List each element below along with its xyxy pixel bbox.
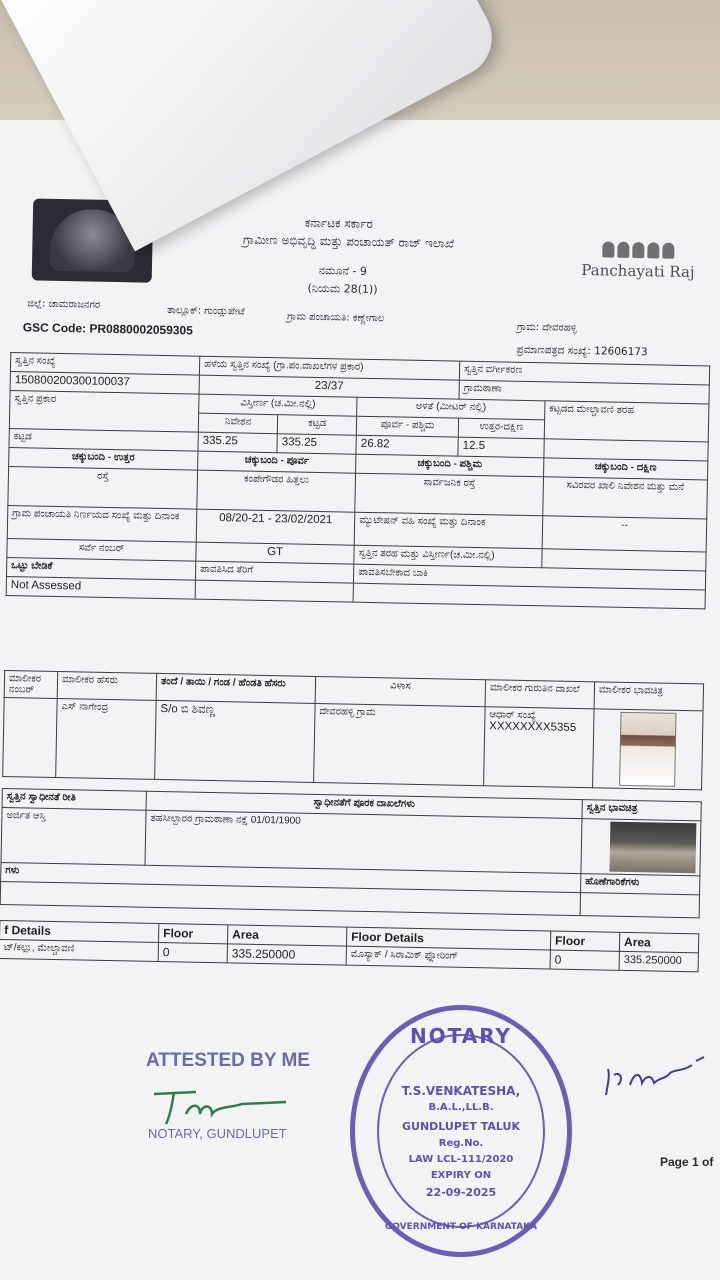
seal-name: T.S.VENKATESHA, bbox=[401, 1084, 521, 1098]
owner-number bbox=[3, 697, 58, 777]
header-govt: ಕರ್ನಾಟಕ ಸರ್ಕಾರ bbox=[304, 215, 374, 231]
old-no-label: ಹಳೆಯ ಸ್ವತ್ತಿನ ಸಂಖ್ಯೆ (ಗ್ರಾ.ಪಂ.ದಾಖಲೆಗಳ ಪ್ರಕಾರ) bbox=[199, 356, 459, 380]
liabilities-label: ಹೊಣೆಗಾರಿಕೆಗಳು bbox=[581, 874, 700, 895]
rule-number: (ನಿಯಮ 28(1)) bbox=[307, 281, 378, 297]
area-label: ವಿಸ್ತೀರ್ಣ (ಚ.ಮೀ.ನಲ್ಲಿ) bbox=[199, 394, 358, 416]
west-label: ಚಕ್ಕುಬಂದಿ - ಪಶ್ಚಿಮ bbox=[356, 454, 544, 477]
owner-signature bbox=[600, 1055, 710, 1100]
certificate-number: ಪ್ರಮಾಣಪತ್ರದ ಸಂಖ್ಯೆ: 12606173 bbox=[516, 343, 648, 359]
east-boundary: ಕಂಪೇಗೌಡರ ಹಿತ್ತಲು bbox=[197, 470, 356, 512]
asset-area-label: ಸ್ವತ್ತಿನ ತರಹ ಮತ್ತು ವಿಸ್ತೀರ್ಣ(ಚ.ಮೀ.ನಲ್ಲಿ) bbox=[354, 545, 542, 568]
seal-reg: Reg.No. bbox=[438, 1138, 484, 1149]
header-department: ಗ್ರಾಮೀಣ ಅಭಿವೃದ್ಧಿ ಮತ್ತು ಪಂಚಾಯತ್ ರಾಜ್ ಇಲಾಖೆ bbox=[242, 232, 455, 251]
floor-details-label-left: f Details bbox=[0, 920, 159, 942]
measure-label: ಅಳತೆ (ಮೀಟರ್ ನಲ್ಲಿ) bbox=[357, 397, 545, 420]
total-demand: Not Assessed bbox=[6, 577, 195, 600]
acquisition-mode: ಅರ್ಜಿತ ಆಸ್ತಿ bbox=[1, 807, 146, 865]
demand-label: ಒಟ್ಟು ಬೇಡಿಕೆ bbox=[7, 558, 196, 581]
owner-id-type: ಆಧಾರ್ ಸಂಖ್ಯೆ bbox=[489, 709, 537, 722]
notary-signature bbox=[146, 1080, 296, 1130]
seal-law: LAW LCL-111/2020 bbox=[408, 1154, 514, 1165]
floor-right: 0 bbox=[550, 950, 619, 970]
floor-detail-right: ಮೊಸ್ಯಾಕ್ / ಸಿರಾಮಿಕ್ ಫ್ಲೋರಿಂಗ್ bbox=[346, 946, 550, 969]
asset-no: 150800200300100037 bbox=[10, 372, 199, 395]
seal-expiry: EXPIRY ON bbox=[430, 1170, 492, 1181]
seal-govt: GOVERNMENT OF KARNATAKA bbox=[384, 1222, 538, 1232]
floor-table bbox=[0, 920, 699, 972]
owner-table bbox=[2, 670, 704, 790]
floor-detail-left: ಟ್/ಕಲ್ಲು, ಮೇಲ್ಚಾವಣಿ bbox=[0, 939, 159, 961]
old-no: 23/37 bbox=[199, 375, 459, 399]
owner-name-label: ಮಾಲೀಕರ ಹೆಸರು bbox=[57, 672, 157, 701]
form-number: ನಮೂನೆ - 9 bbox=[318, 263, 368, 278]
asset-photo-label: ಸ್ವತ್ತಿನ ಭಾವಚಿತ್ರ bbox=[582, 800, 701, 821]
ns-length: 12.5 bbox=[458, 437, 544, 458]
owner-id bbox=[484, 707, 594, 788]
property-certificate bbox=[0, 160, 720, 1053]
acquisition-mode-label: ಸ್ವತ್ತಿನ ಸ್ವಾಧೀನತೆ ರೀತಿ bbox=[2, 788, 146, 810]
asset-photo-cell bbox=[581, 819, 701, 876]
owner-photo-cell bbox=[593, 709, 703, 790]
owner-id-label: ಮಾಲೀಕರ ಗುರುತಿನ ದಾಖಲೆ bbox=[485, 680, 594, 709]
resolution-value: 08/20-21 - 23/02/2021 bbox=[196, 509, 355, 545]
ew-length: 26.82 bbox=[356, 435, 458, 456]
seal-date: 22-09-2025 bbox=[425, 1186, 497, 1199]
south-boundary: ಸವಿರವರ ಖಾಲಿ ನಿವೇಶನ ಮತ್ತು ಮನೆ bbox=[543, 477, 708, 519]
seal-title: NOTARY bbox=[409, 1024, 513, 1048]
type-label: ಸ್ವತ್ತಿನ ಪ್ರಕಾರ bbox=[9, 391, 199, 433]
property-type: ಕಟ್ಟಡ bbox=[9, 429, 198, 452]
building-label: ಕಟ್ಟಡ bbox=[277, 415, 356, 436]
rights-label: ಗಳು bbox=[1, 862, 581, 892]
acquisition-table bbox=[0, 788, 702, 918]
building-area: 335.25 bbox=[277, 434, 356, 455]
acquisition-doc: ತಹಸೀಲ್ದಾರರ ಗ್ರಾಮಠಾಣಾ ನಕ್ಷೆ 01/01/1900 bbox=[145, 810, 582, 873]
due-label: ಪಾವತಿಸಬೇಕಾದ ಬಾಕಿ bbox=[354, 564, 706, 590]
floor-type-label: ಕಟ್ಟಡದ ಮೇಲ್ಚಾವಣಿ ತರಹ bbox=[544, 401, 709, 442]
owner-id-value: XXXXXXXX5355 bbox=[489, 720, 577, 734]
mutation-label: ಮ್ಯುಟೇಷನ್ ವಹಿ ಸಂಖ್ಯೆ ಮತ್ತು ದಿನಾಂಕ bbox=[354, 512, 542, 549]
seal-degree: B.A.L.,LL.B. bbox=[428, 1102, 494, 1113]
gsc-code: GSC Code: PR0880002059305 bbox=[22, 320, 194, 338]
owner-relation-label: ತಂದೆ / ತಾಯಿ / ಗಂಡ / ಹೆಂಡತಿ ಹೆಸರು bbox=[156, 673, 315, 703]
owner-photo-label: ಮಾಲೀಕರ ಭಾವಚಿತ್ರ bbox=[594, 682, 703, 711]
mutation-value: -- bbox=[542, 516, 707, 552]
classification: ಗ್ರಾಮಠಾಣಾ bbox=[459, 380, 709, 404]
site-label: ನಿವೇಶನ bbox=[198, 413, 277, 434]
east-label: ಚಕ್ಕುಬಂದಿ - ಪೂರ್ವ bbox=[198, 451, 357, 473]
north-boundary: ರಸ್ತೆ bbox=[8, 467, 198, 510]
village: ಗ್ರಾಮ: ದೇವರಹಳ್ಳಿ bbox=[516, 321, 577, 334]
area-left: 335.250000 bbox=[227, 944, 346, 965]
floor-left: 0 bbox=[158, 942, 227, 962]
survey-label: ಸರ್ವೆ ನಂಬರ್ bbox=[7, 539, 196, 562]
north-label: ಚಕ್ಕುಬಂದಿ - ಉತ್ತರ bbox=[9, 448, 198, 471]
west-boundary: ಸಾರ್ವಜನಿಕ ರಸ್ತೆ bbox=[355, 473, 543, 516]
asset-photo bbox=[609, 822, 696, 874]
page-number: Page 1 of bbox=[660, 1155, 714, 1169]
south-label: ಚಕ್ಕುಬಂದಿ - ದಕ್ಷಿಣ bbox=[543, 458, 707, 480]
acquisition-docs-label: ಸ್ವಾಧೀನತೆಗೆ ಪೂರಕ ದಾಖಲೆಗಳು bbox=[146, 791, 582, 818]
floor-details-label-right: Floor Details bbox=[346, 927, 550, 950]
owner-address: ದೇವರಹಳ್ಳಿ ಗ್ರಾಮ bbox=[314, 703, 485, 785]
owner-no-label: ಮಾಲೀಕರ ನಂಬರ್ bbox=[4, 670, 58, 698]
owner-name: ಎಸ್ ನಾಗೇಂದ್ರ bbox=[56, 699, 156, 780]
district: ಜಿಲ್ಲೆ: ಚಾಮರಾಜನಗರ bbox=[27, 298, 101, 311]
classification-label: ಸ್ವತ್ತಿನ ವರ್ಗೀಕರಣ bbox=[459, 361, 709, 385]
asset-no-label: ಸ್ವತ್ತಿನ ಸಂಖ್ಯೆ bbox=[10, 353, 199, 376]
taluk: ತಾಲ್ಲೂಕ್: ಗುಂಡ್ಲುಪೇಟೆ bbox=[167, 305, 245, 318]
area-label-left: Area bbox=[227, 925, 346, 946]
paid-value bbox=[195, 580, 354, 602]
site-area: 335.25 bbox=[198, 432, 277, 453]
resolution-label: ಗ್ರಾಮ ಪಂಚಾಯತಿ ನಿರ್ಣಯದ ಸಂಖ್ಯೆ ಮತ್ತು ದಿನಾಂಕ bbox=[7, 506, 197, 543]
notary-seal bbox=[350, 1005, 572, 1257]
area-right: 335.250000 bbox=[619, 951, 698, 972]
owner-relation: S/o ಬಿ ಶಿವಣ್ಣ bbox=[155, 700, 315, 782]
property-table bbox=[6, 352, 711, 609]
floor-label-right: Floor bbox=[550, 931, 619, 951]
area-label-right: Area bbox=[619, 932, 698, 953]
seal-place: GUNDLUPET TALUK bbox=[402, 1120, 520, 1133]
liabilities-value bbox=[580, 893, 699, 918]
survey-value: GT bbox=[196, 542, 355, 564]
ew-label: ಪೂರ್ವ - ಪಶ್ಚಿಮ bbox=[357, 416, 459, 437]
logo-text: Panchayati Raj bbox=[581, 260, 695, 282]
floor-label-left: Floor bbox=[159, 923, 228, 943]
owner-photo bbox=[619, 712, 676, 787]
owner-address-label: ವಿಳಾಸ bbox=[315, 676, 485, 706]
notary-label: NOTARY, GUNDLUPET bbox=[148, 1126, 287, 1141]
paid-label: ಪಾವತಿಸಿದ ತೆರಿಗೆ bbox=[195, 561, 354, 583]
attested-stamp: ATTESTED BY ME bbox=[146, 1050, 310, 1071]
gram-panchayat: ಗ್ರಾಮ ಪಂಚಾಯತಿ: ಕಣ್ಣೇಗಾಲ bbox=[286, 311, 385, 325]
ns-label: ಉತ್ತರ-ದಕ್ಷಿಣ bbox=[458, 418, 544, 439]
panchayati-raj-logo bbox=[577, 241, 698, 303]
